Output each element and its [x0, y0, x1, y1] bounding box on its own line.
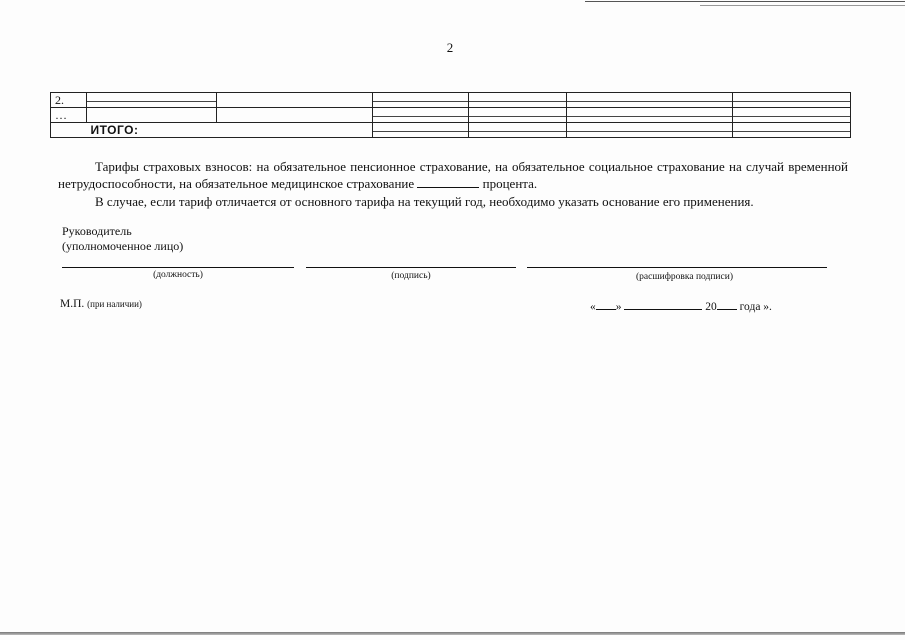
year-blank	[717, 298, 737, 310]
contributions-table	[50, 92, 851, 138]
stamp-place	[60, 298, 142, 310]
day-blank	[596, 298, 616, 310]
scan-edge-top	[585, 1, 905, 2]
date-open-quote: «	[590, 301, 596, 313]
date-suffix: года ».	[739, 301, 772, 313]
scan-edge-bottom	[0, 632, 905, 635]
scan-edge-top-secondary	[700, 5, 905, 6]
date-close-quote: »	[615, 301, 622, 313]
signer-role: Руководитель	[62, 224, 132, 238]
stamp-label: М.П.	[60, 298, 85, 310]
row-number: 2.	[51, 93, 87, 108]
table-cell	[373, 108, 469, 123]
table-cell	[373, 93, 469, 108]
decode-caption: (расшифровка подписи)	[636, 272, 733, 282]
signer-role-note: (уполномоченное лицо)	[62, 239, 184, 253]
table-cell	[87, 93, 217, 108]
decode-line	[527, 267, 827, 268]
table-cell	[567, 123, 733, 138]
table-row	[51, 108, 851, 123]
row-number: …	[51, 108, 87, 123]
signature-caption: (подпись)	[391, 271, 431, 281]
tariffs-text: Тарифы страховых взносов: на обязательное пенсионное страхование, на обязательное социальное страхование на случай временной нетрудоспособности, на обязательное медицинское страхование	[58, 159, 848, 191]
stamp-note: (при наличии)	[87, 299, 142, 309]
table-cell	[567, 108, 733, 123]
table-row	[51, 93, 851, 108]
table-cell	[469, 108, 567, 123]
tariffs-paragraph	[58, 158, 848, 192]
table-cell	[373, 123, 469, 138]
date-field	[590, 298, 772, 313]
position-caption: (должность)	[153, 270, 203, 280]
percent-blank	[417, 175, 479, 188]
table-cell	[733, 93, 851, 108]
page-number: 2	[446, 40, 454, 55]
tariff-basis-note: В случае, если тариф отличается от основного тарифа на текущий год, необходимо указать основание его применения.	[95, 194, 754, 209]
table-total-row	[51, 123, 851, 138]
signature-line	[306, 267, 516, 268]
table-cell	[217, 93, 373, 108]
year-prefix: 20	[705, 301, 717, 313]
table-cell	[469, 93, 567, 108]
table-cell	[217, 108, 373, 123]
table-cell	[733, 108, 851, 123]
total-label: ИТОГО:	[87, 123, 373, 138]
table-cell	[567, 93, 733, 108]
table-cell	[87, 108, 217, 123]
table-cell	[469, 123, 567, 138]
tariffs-suffix: процента.	[482, 176, 538, 191]
table-cell	[733, 123, 851, 138]
month-blank	[624, 298, 702, 310]
position-line	[62, 267, 294, 268]
table-cell	[51, 123, 87, 138]
